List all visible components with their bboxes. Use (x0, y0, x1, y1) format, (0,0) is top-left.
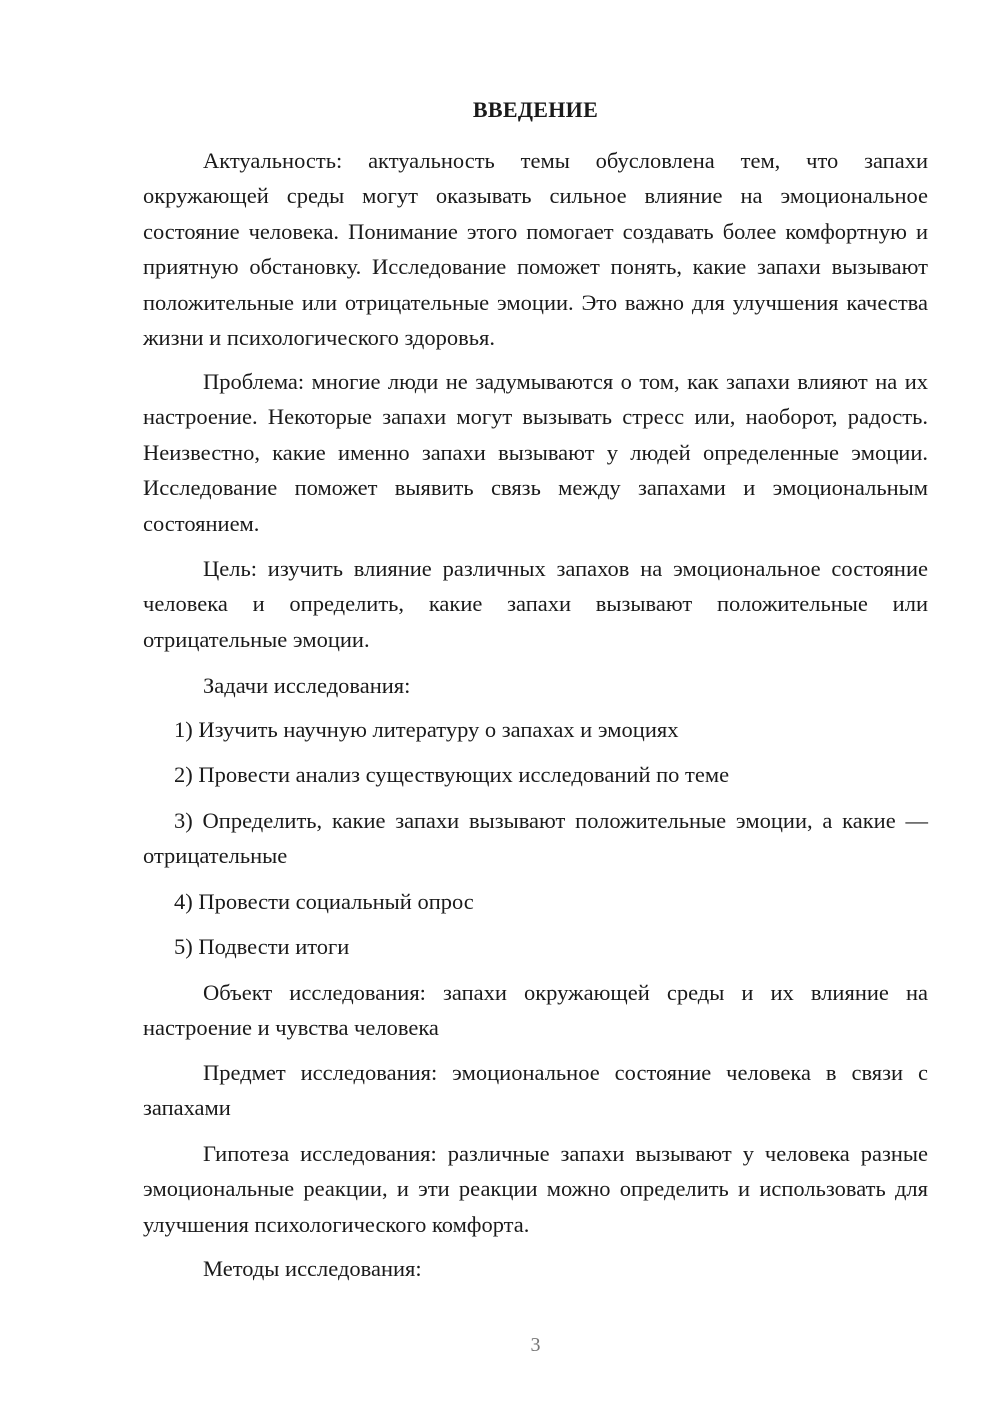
goal-paragraph: Цель: изучить влияние различных запахов на эмоциональное состояние человека и определить, какие запахи вызывают положительные или отрицательные эмоции. (143, 556, 928, 652)
task-item: 5) Подвести итоги (174, 934, 350, 959)
task-item: 3) Определить, какие запахи вызывают положительные эмоции, а какие — отрицательные (143, 808, 928, 869)
problem-paragraph: Проблема: многие люди не задумываются о том, как запахи влияют на их настроение. Некоторые запахи могут вызывать стресс или, наоборот, радость. Неизвестно, какие именно запахи вызывают у людей определенные эмоции. Исследование поможет выявить связь между запахами и эмоциональным состоянием. (143, 369, 928, 536)
task-item: 2) Провести анализ существующих исследований по теме (174, 762, 730, 787)
hypothesis-paragraph: Гипотеза исследования: различные запахи вызывают у человека разные эмоциональные реакции, и эти реакции можно определить и использовать для улучшения психологического комфорта. (143, 1141, 928, 1237)
object-paragraph: Объект исследования: запахи окружающей среды и их влияние на настроение и чувства человека (143, 980, 928, 1041)
relevance-paragraph: Актуальность: актуальность темы обусловлена тем, что запахи окружающей среды могут оказывать сильное влияние на эмоциональное состояние человека. Понимание этого помогает создавать более комфортную и приятную обстановку. Исследование поможет понять, какие запахи вызывают положительные или отрицательные эмоции. Это важно для улучшения качества жизни и психологического здоровья. (143, 148, 928, 351)
task-item: 1) Изучить научную литературу о запахах и эмоциях (174, 717, 679, 742)
subject-paragraph: Предмет исследования: эмоциональное состояние человека в связи с запахами (143, 1060, 928, 1121)
methods-paragraph: Методы исследования: (203, 1256, 422, 1281)
section-heading: ВВЕДЕНИЕ (472, 97, 599, 122)
document-page (143, 0, 928, 1414)
task-item: 4) Провести социальный опрос (174, 889, 474, 914)
tasks-title: Задачи исследования: (203, 673, 411, 698)
page-number: 3 (530, 1334, 541, 1356)
